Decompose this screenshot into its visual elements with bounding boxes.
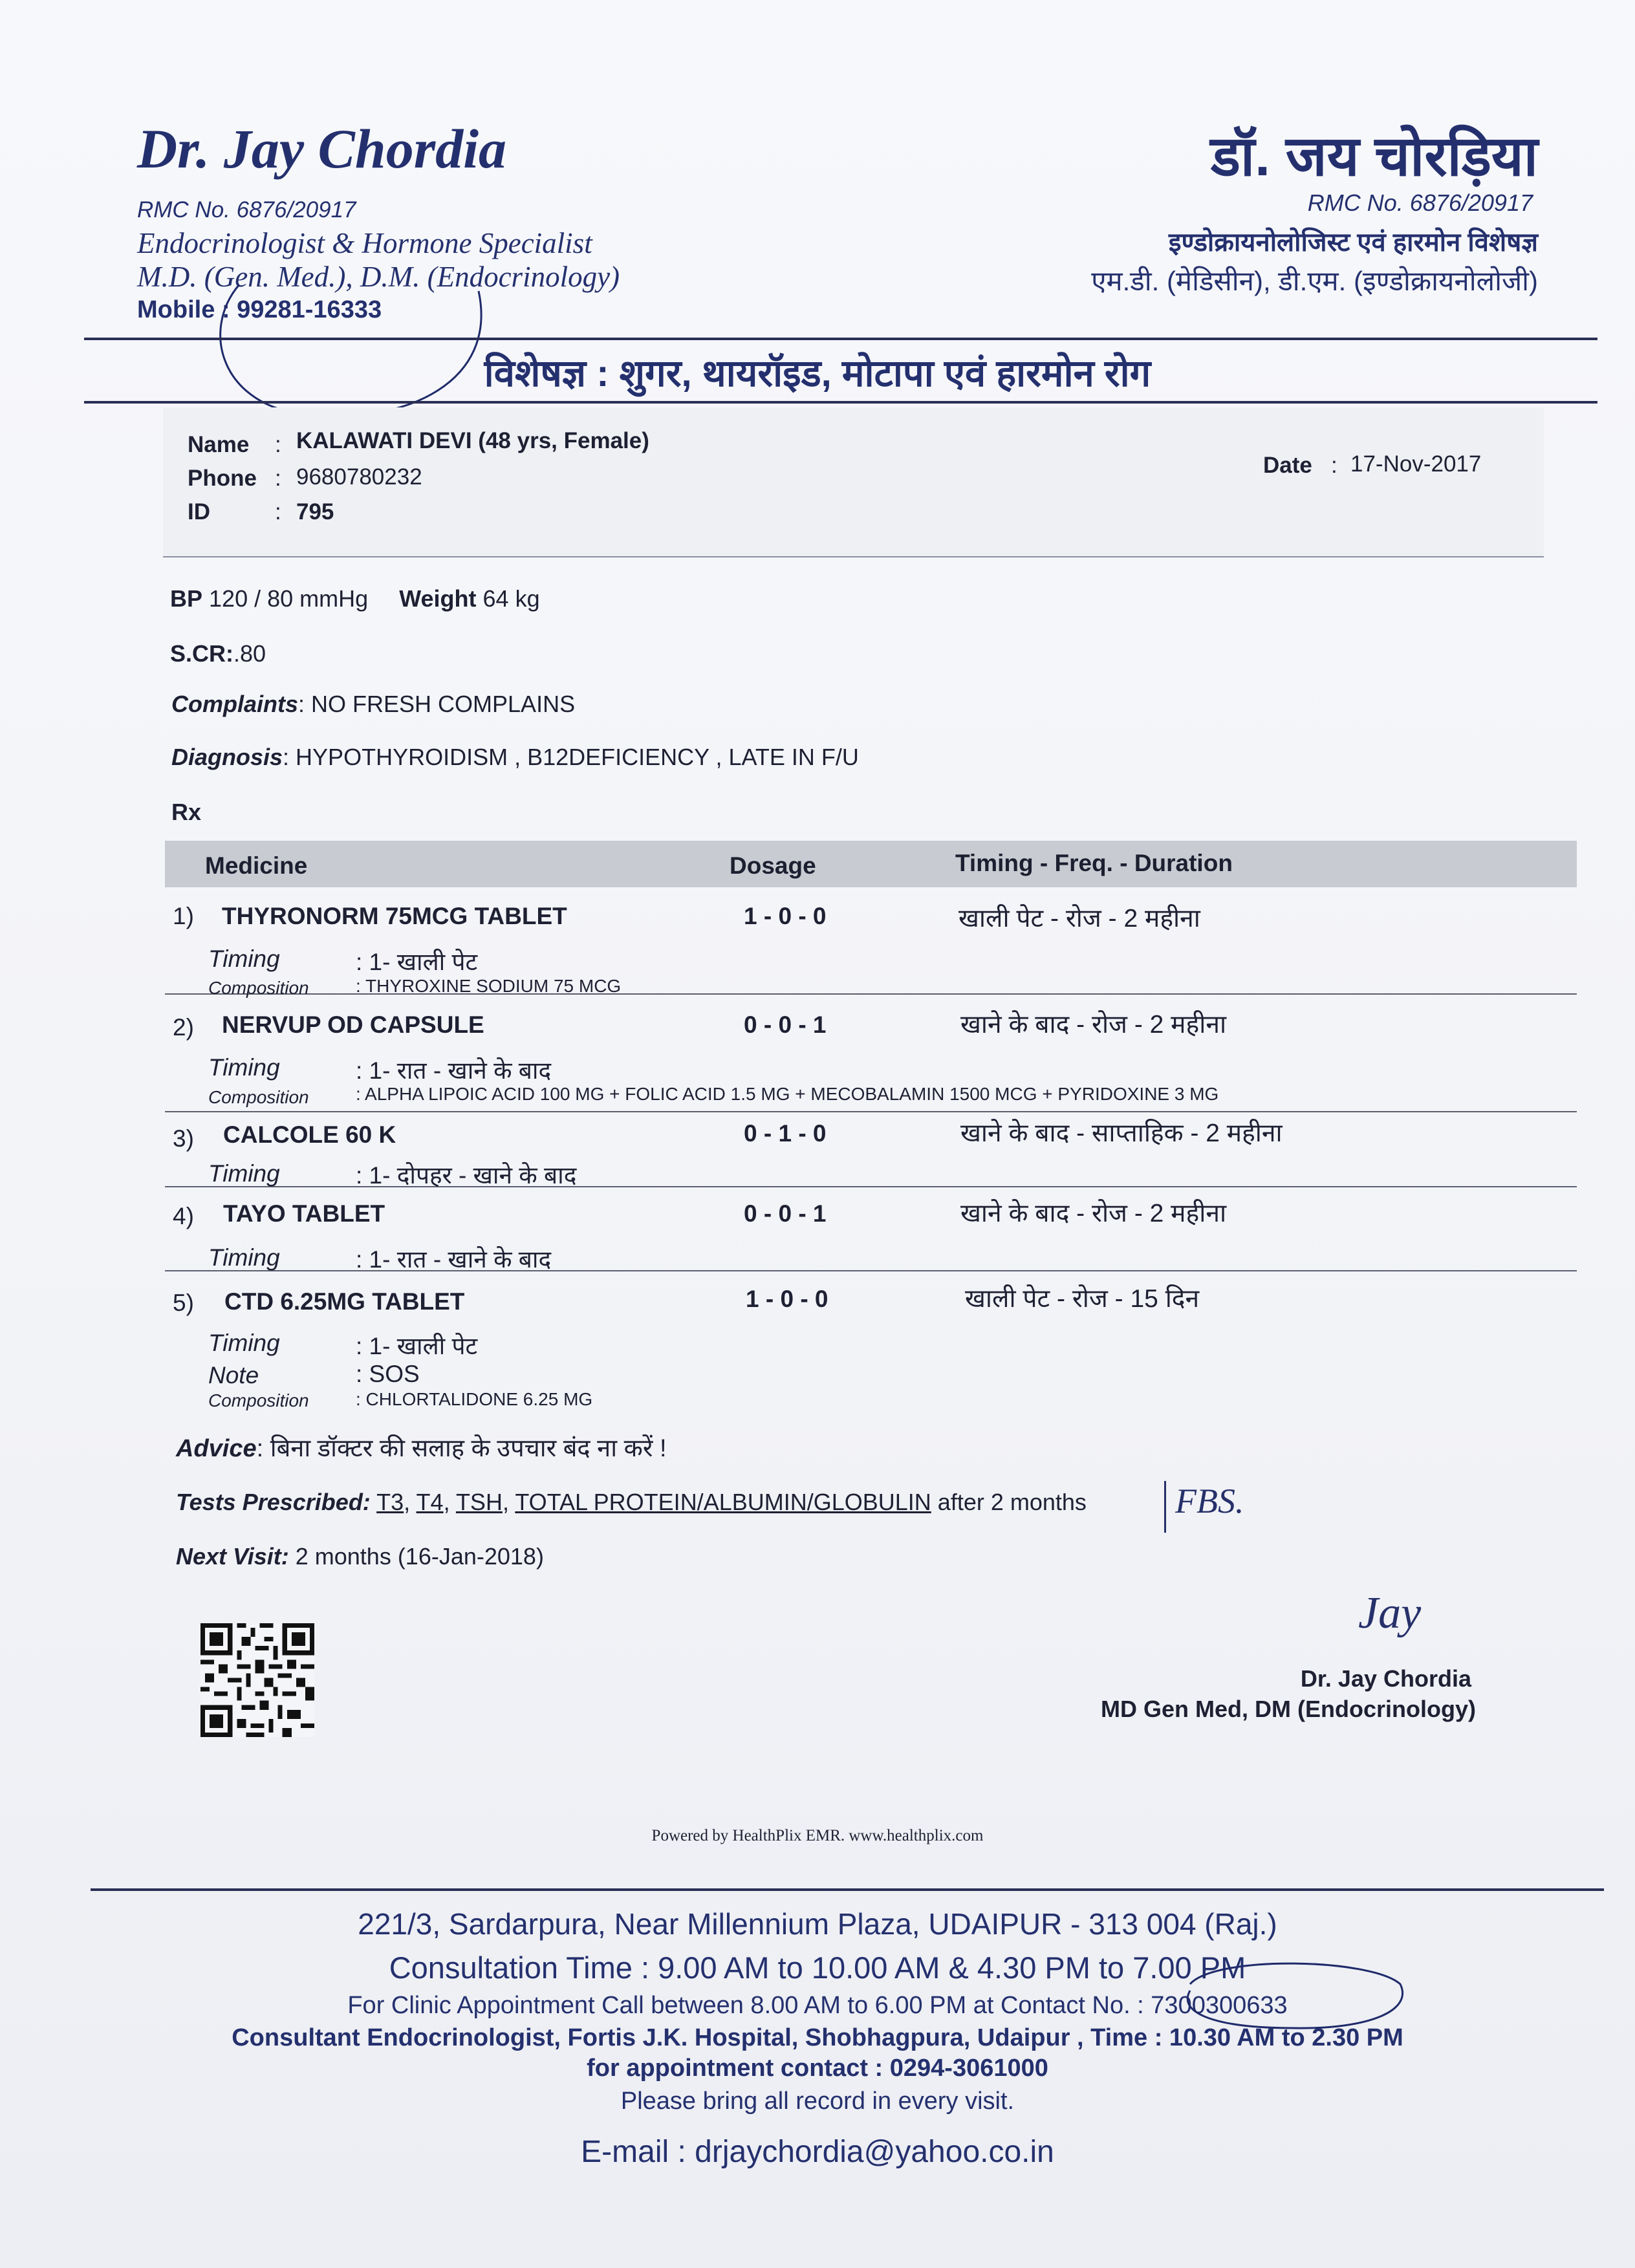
records-reminder: Please bring all record in every visit. xyxy=(620,2088,1015,2115)
composition-value: : ALPHA LIPOIC ACID 100 MG + FOLIC ACID 1.5 MG + MECOBALAMIN 1500 MCG + PYRIDOXINE 3 MG xyxy=(356,1084,1219,1104)
note-value: : SOS xyxy=(356,1361,420,1387)
patient-name: KALAWATI DEVI (48 yrs, Female) xyxy=(296,428,649,453)
scr-value: .80 xyxy=(233,640,266,667)
degrees-en: M.D. (Gen. Med.), D.M. (Endocrinology) xyxy=(137,261,620,293)
composition-label: Composition xyxy=(208,978,309,998)
diagnosis-line xyxy=(171,744,859,771)
medicine-name: TAYO TABLET xyxy=(223,1200,385,1227)
colon: : xyxy=(275,466,281,491)
scr-label: S.CR: xyxy=(170,640,233,667)
col-timing: Timing - Freq. - Duration xyxy=(955,850,1233,876)
fortis-appointment-contact: for appointment contact : 0294-3061000 xyxy=(587,2055,1048,2082)
specialty-hi: इण्डोक्रायनोलोजिस्ट एवं हारमोन विशेषज्ञ xyxy=(1168,228,1538,257)
test-separator: , xyxy=(502,1489,509,1515)
composition-value: : THYROXINE SODIUM 75 MCG xyxy=(356,976,622,996)
col-dosage: Dosage xyxy=(730,852,816,879)
colon: : xyxy=(1331,453,1337,478)
medicine-dosage: 1 - 0 - 0 xyxy=(744,903,827,929)
colon: : xyxy=(275,432,281,457)
timing-value: : 1- रात - खाने के बाद xyxy=(356,1057,552,1084)
phone-label: Phone xyxy=(188,466,257,491)
scr-line xyxy=(170,640,266,667)
timing-label: Timing xyxy=(208,1160,280,1187)
doctor-email[interactable]: E-mail : drjaychordia@yahoo.co.in xyxy=(581,2135,1054,2169)
medicine-row xyxy=(165,1111,1577,1187)
medicine-row xyxy=(165,993,1577,1112)
medicine-name: THYRONORM 75MCG TABLET xyxy=(222,903,567,929)
diagnosis-label: Diagnosis xyxy=(171,744,283,770)
bp-value: 120 / 80 mmHg xyxy=(209,585,369,612)
header-rule-top xyxy=(84,338,1597,340)
visit-date: 17-Nov-2017 xyxy=(1350,451,1482,477)
test-item: T3 xyxy=(376,1489,404,1515)
timing-value: : 1- रात - खाने के बाद xyxy=(356,1246,552,1273)
test-item: TOTAL PROTEIN/ALBUMIN/GLOBULIN xyxy=(515,1489,931,1515)
timing-label: Timing xyxy=(208,1054,280,1081)
pen-circle-mark xyxy=(1177,1952,1410,2036)
medicine-frequency: खाने के बाद - साप्ताहिक - 2 महीना xyxy=(960,1119,1283,1147)
timing-label: Timing xyxy=(208,945,280,972)
tests-suffix: after 2 months xyxy=(937,1489,1087,1515)
clinic-appointment: For Clinic Appointment Call between 8.00 AM to 6.00 PM at Contact No. : 7300300633 xyxy=(347,1992,1288,2019)
medicine-name: CALCOLE 60 K xyxy=(223,1121,396,1148)
weight-value: 64 kg xyxy=(482,585,540,612)
rmc-number-hi: RMC No. 6876/20917 xyxy=(1307,189,1533,216)
medicine-number: 3) xyxy=(173,1125,194,1152)
rx-table-header xyxy=(165,841,1577,887)
qr-code-icon xyxy=(200,1623,314,1737)
specialist-banner: विशेषज्ञ : शुगर, थायरॉइड, मोटापा एवं हारमोन रोग xyxy=(484,352,1151,394)
header-rule-bottom xyxy=(84,401,1597,404)
col-medicine: Medicine xyxy=(205,852,308,879)
timing-label: Timing xyxy=(208,1330,280,1356)
medicine-number: 1) xyxy=(173,903,194,929)
medicine-dosage: 0 - 1 - 0 xyxy=(744,1120,827,1147)
test-separator: , xyxy=(404,1489,411,1515)
handwritten-signature: Jay xyxy=(1358,1588,1422,1638)
composition-value: : CHLORTALIDONE 6.25 MG xyxy=(356,1389,593,1409)
complaints-label: Complaints xyxy=(171,691,299,717)
medicine-row xyxy=(165,1186,1577,1271)
specialty-en: Endocrinologist & Hormone Specialist xyxy=(137,227,592,259)
tests-line xyxy=(176,1489,1087,1516)
footer-rule xyxy=(91,1888,1604,1891)
medicine-dosage: 0 - 0 - 1 xyxy=(744,1200,827,1227)
clinic-address: 221/3, Sardarpura, Near Millennium Plaza, UDAIPUR - 313 004 (Raj.) xyxy=(358,1907,1277,1941)
mobile-number: Mobile : 99281-16333 xyxy=(137,296,382,323)
advice-label: Advice xyxy=(176,1435,257,1462)
medicine-frequency: खाने के बाद - रोज - 2 महीना xyxy=(960,1200,1227,1227)
diagnosis-value: : HYPOTHYROIDISM , B12DEFICIENCY , LATE IN F/U xyxy=(283,744,859,770)
next-visit-label: Next Visit: xyxy=(176,1543,289,1570)
medicine-number: 4) xyxy=(173,1203,194,1229)
medicine-name: NERVUP OD CAPSULE xyxy=(222,1011,484,1038)
signature-name: Dr. Jay Chordia xyxy=(1300,1665,1471,1692)
test-item: T4 xyxy=(416,1489,444,1515)
name-label: Name xyxy=(188,432,250,457)
medicine-dosage: 0 - 0 - 1 xyxy=(744,1011,827,1038)
composition-label: Composition xyxy=(208,1087,309,1107)
medicine-frequency: खाली पेट - रोज - 15 दिन xyxy=(965,1285,1200,1313)
test-item: TSH xyxy=(455,1489,503,1515)
handwritten-tests-note: FBS. xyxy=(1164,1481,1244,1533)
medicine-row xyxy=(165,887,1577,998)
doctor-name-hi: डॉ. जय चोरड़िया xyxy=(1210,125,1538,188)
rx-label: Rx xyxy=(171,799,202,825)
timing-value: : 1- दोपहर - खाने के बाद xyxy=(356,1162,577,1189)
medicine-dosage: 1 - 0 - 0 xyxy=(746,1286,828,1312)
advice-line xyxy=(176,1431,667,1464)
colon: : xyxy=(275,499,281,524)
powered-by: Powered by HealthPlix EMR. www.healthplix.com xyxy=(651,1827,984,1844)
medicine-number: 5) xyxy=(173,1290,194,1316)
id-label: ID xyxy=(188,499,210,524)
doctor-name-en: Dr. Jay Chordia xyxy=(137,118,507,180)
test-separator: , xyxy=(443,1489,450,1515)
patient-phone: 9680780232 xyxy=(296,464,422,490)
medicine-number: 2) xyxy=(173,1014,194,1041)
composition-label: Composition xyxy=(208,1390,309,1410)
note-label: Note xyxy=(208,1362,259,1388)
medicine-row xyxy=(165,1270,1577,1412)
consultation-time: Consultation Time : 9.00 AM to 10.00 AM & 4.30 PM to 7.00 PM xyxy=(389,1950,1246,1985)
date-label: Date xyxy=(1263,453,1312,478)
timing-value: : 1- खाली पेट xyxy=(356,949,478,975)
signature-title: MD Gen Med, DM (Endocrinology) xyxy=(1101,1696,1476,1722)
weight-label: Weight xyxy=(399,585,477,612)
fortis-hospital-info: Consultant Endocrinologist, Fortis J.K. Hospital, Shobhagpura, Udaipur , Time : 10.30 AM to 2.30 PM xyxy=(232,2024,1403,2051)
rmc-number-en: RMC No. 6876/20917 xyxy=(137,197,356,222)
tests-label: Tests Prescribed: xyxy=(176,1489,371,1515)
timing-label: Timing xyxy=(208,1244,280,1271)
advice-value: : बिना डॉक्टर की सलाह के उपचार बंद ना करें ! xyxy=(256,1435,667,1462)
next-visit-line xyxy=(176,1543,544,1570)
next-visit-value: 2 months (16-Jan-2018) xyxy=(295,1543,544,1570)
medicine-name: CTD 6.25MG TABLET xyxy=(224,1288,465,1315)
degrees-hi: एम.डी. (मेडिसीन), डी.एम. (इण्डोक्रायनोलोजी) xyxy=(1091,266,1538,296)
bp-label: BP xyxy=(170,585,203,612)
patient-id: 795 xyxy=(296,499,334,524)
medicine-frequency: खाने के बाद - रोज - 2 महीना xyxy=(960,1011,1227,1039)
vitals-line xyxy=(170,585,540,612)
timing-value: : 1- खाली पेट xyxy=(356,1333,478,1359)
medicine-frequency: खाली पेट - रोज - 2 महीना xyxy=(958,905,1200,933)
complaints-value: : NO FRESH COMPLAINS xyxy=(298,691,576,717)
complaints-line xyxy=(171,691,575,718)
